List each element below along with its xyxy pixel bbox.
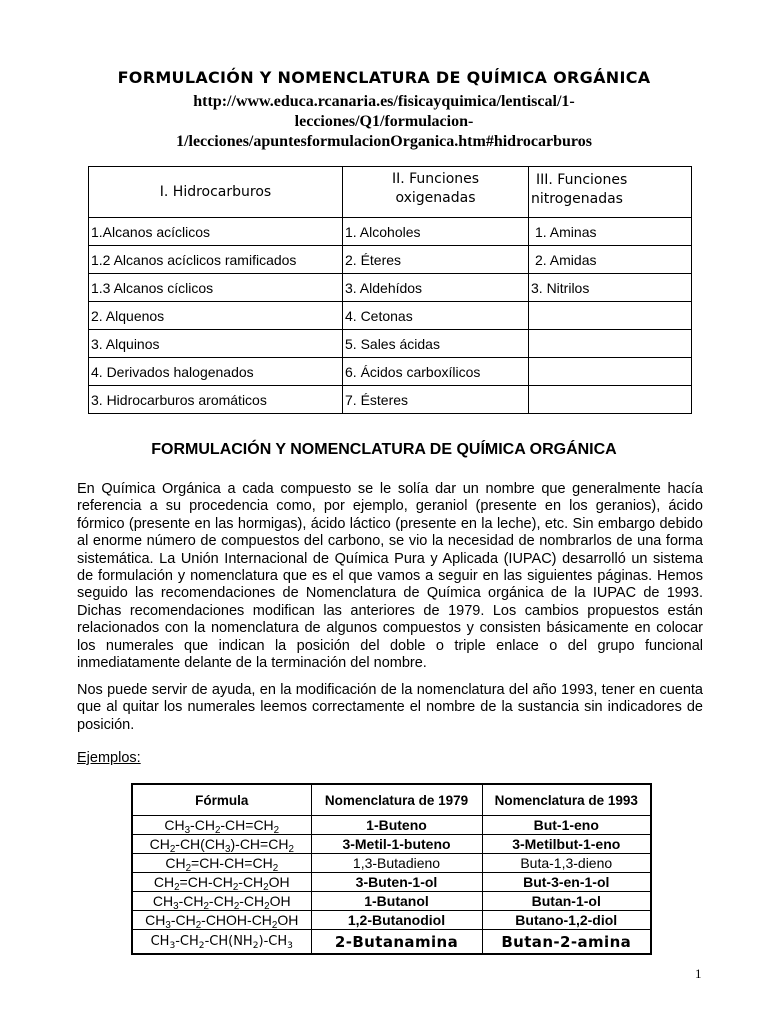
table-cell [529,330,692,358]
formula-subscript: 2 [198,941,205,951]
table-cell: 7. Ésteres [343,386,529,414]
table-cell: 1. Alcoholes [343,218,529,246]
table-row [89,358,692,386]
formula-subscript: 2 [271,920,278,930]
url-line: http://www.educa.rcanaria.es/fisicayquimica/lentiscal/1- [193,93,575,110]
section-title: FORMULACIÓN Y NOMENCLATURA DE QUÍMICA ORGÁNICA [151,441,617,458]
page-number: 1 [695,966,702,981]
formula-subscript: 2 [203,901,209,911]
formula-subscript: 2 [169,844,176,854]
index-table-header-row [89,167,692,218]
formula-cell: $CH_2=CH-CH_2-CH_2OH$ [132,873,311,892]
table-cell: 2. Alquenos [89,302,343,330]
document-title: FORMULACIÓN Y NOMENCLATURA DE QUÍMICA ORGÁNICA [117,68,651,87]
name-1993-cell: Butan-1-ol [482,892,651,911]
header-1993: Nomenclatura de 1993 [482,784,651,816]
table-cell: 5. Sales ácidas [343,330,529,358]
name-1979-cell: 3-Buten-1-ol [311,873,482,892]
table-row [132,816,651,835]
name-1993-cell: But-3-en-1-ol [482,873,651,892]
formula-subscript: 2 [288,844,294,854]
name-1979-cell: 1,2-Butanodiol [311,911,482,930]
source-url[interactable] [150,92,618,152]
table-cell: 3. Aldehídos [343,274,529,302]
url-line: 1/lecciones/apuntesformulacionOrganica.htm#hidrocarburos [176,133,592,150]
formula-subscript: 3 [225,844,231,854]
formula-subscript: 2 [214,825,221,835]
examples-table [131,783,652,955]
table-row [132,892,651,911]
table-row [89,330,692,358]
table-cell: 4. Cetonas [343,302,529,330]
table-cell: 2. Amidas [529,246,692,274]
formula-subscript: 2 [233,901,240,911]
formula-subscript: 3 [287,941,293,951]
table-row [132,911,651,930]
formula-subscript: 3 [184,825,191,835]
name-1993-cell: Butan-2-amina [482,930,651,955]
help-paragraph: Nos puede servir de ayuda, en la modificación de la nomenclatura del año 1993, tener en cuenta que al quitar los numerales leemos correctamente el nombre de la sustancia sin indicadores de posición. [77,682,703,733]
formula-cell: $CH_3-CH_2-CH(NH_2)-CH_3$ [132,930,311,955]
formula-cell: $CH_2=CH-CH=CH_2$ [132,854,311,873]
formula-cell: $CH_3-CH_2-CH_2-CH_2OH$ [132,892,311,911]
table-cell: 1.Alcanos acíclicos [89,218,343,246]
formula-subscript: 2 [174,882,180,892]
table-cell [529,302,692,330]
formula-cell: $CH_3-CH_2-CH=CH_2$ [132,816,311,835]
formula-subscript: 2 [195,920,202,930]
header-line: oxigenadas [395,190,476,206]
formula-subscript: 3 [173,901,179,911]
table-row [89,302,692,330]
table-cell: 1.3 Alcanos cíclicos [89,274,343,302]
table-row [132,835,651,854]
index-header-oxigenadas [343,167,529,218]
table-row [132,930,651,955]
table-row [132,873,651,892]
formula-subscript: 2 [272,863,279,873]
formula-subscript: 3 [169,941,176,951]
name-1993-cell: 3-Metilbut-1-eno [482,835,651,854]
table-row [89,274,692,302]
header-line: III. Funciones [536,172,628,188]
table-cell: 3. Nitrilos [529,274,692,302]
header-1979: Nomenclatura de 1979 [311,784,482,816]
name-1979-cell: 3-Metil-1-buteno [311,835,482,854]
name-1993-cell: Butano-1,2-diol [482,911,651,930]
header-line: II. Funciones [391,171,480,187]
index-table [88,166,692,414]
name-1979-cell: 1,3-Butadieno [311,854,482,873]
name-1993-cell: Buta-1,3-dieno [482,854,651,873]
formula-subscript: 2 [252,941,259,951]
table-cell: 4. Derivados halogenados [89,358,343,386]
formula-subscript: 3 [165,920,171,930]
formula-subscript: 2 [185,863,192,873]
name-1993-cell: But-1-eno [482,816,651,835]
header-line: nitrogenadas [531,191,623,207]
formula-cell: $CH_3-CH_2-CHOH-CH_2OH$ [132,911,311,930]
table-cell: 1. Aminas [529,218,692,246]
table-cell [529,386,692,414]
name-1979-cell: 1-Butanol [311,892,482,911]
formula-subscript: 2 [232,882,239,892]
table-row [89,246,692,274]
formula-subscript: 2 [263,882,269,892]
index-header-hidrocarburos: I. Hidrocarburos [89,167,343,218]
url-line: lecciones/Q1/formulacion- [294,113,474,130]
intro-paragraph: En Química Orgánica a cada compuesto se le solía dar un nombre que generalmente hacía referencia a su procedencia como, por ejemplo, geraniol (presente en los geranios), ácido fórmico (presente en las hormigas), ácido láctico (presente en la leche), etc. Sin embargo debido al enorme número de compuestos del carbono, se vio la necesidad de nombrarlos de una forma sistemática. La Unión Internacional de Química Pura y Aplicada (IUPAC) desarrolló un sistema de formulación y nomenclatura que es el que vamos a seguir en las siguientes páginas. Hemos seguido las recomendaciones de Nomenclatura de Química orgánica de la IUPAC de 1993. Dichas recomendaciones modifican las anteriores de 1979. Los cambios propuestos están relacionados con la nomenclatura de algunos compuestos y consisten básicamente en colocar los numerales que indican la posición del doble o triple enlace o del grupo funcional inmediatamente delante de la terminación del nombre. [77,481,703,672]
formula-subscript: 2 [273,825,280,835]
table-cell [529,358,692,386]
formula-cell: $CH_2-CH(CH_3)-CH=CH_2$ [132,835,311,854]
examples-header-row [132,784,651,816]
table-row [89,218,692,246]
table-cell: 1.2 Alcanos acíclicos ramificados [89,246,343,274]
name-1979-cell: 1-Buteno [311,816,482,835]
table-cell: 2. Éteres [343,246,529,274]
table-cell: 6. Ácidos carboxílicos [343,358,529,386]
name-1979-cell: 2-Butanamina [311,930,482,955]
header-formula: Fórmula [132,784,311,816]
table-row [89,386,692,414]
table-cell: 3. Alquinos [89,330,343,358]
table-cell: 3. Hidrocarburos aromáticos [89,386,343,414]
examples-label: Ejemplos: [77,750,141,766]
formula-subscript: 2 [264,901,270,911]
table-row [132,854,651,873]
index-header-nitrogenadas [529,167,692,218]
